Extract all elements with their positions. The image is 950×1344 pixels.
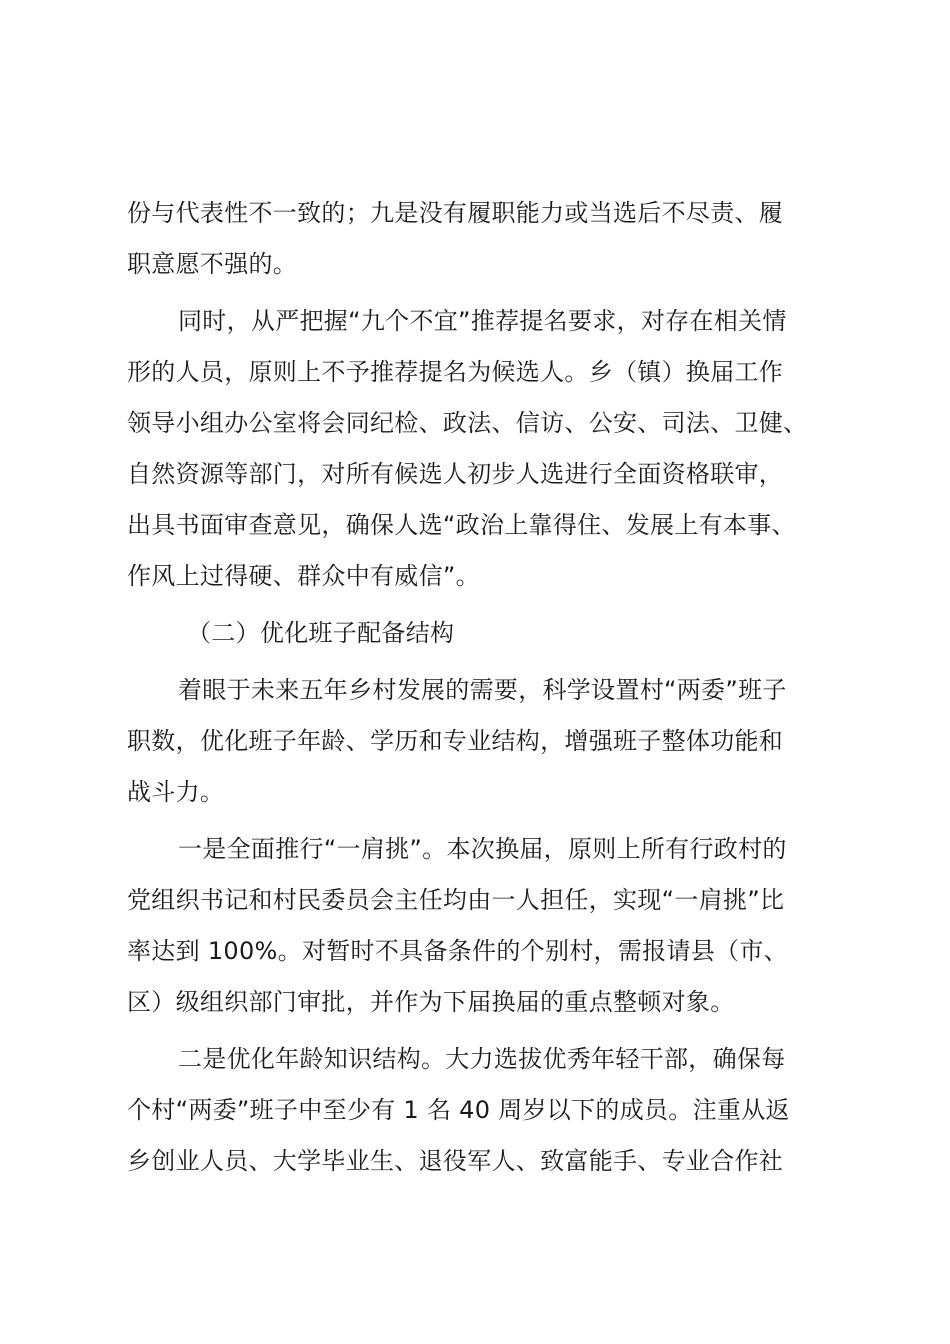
text-line: 着眼于未来五年乡村发展的需要，科学设置村“两委”班子 <box>178 676 787 704</box>
text-line: 领导小组办公室将会同纪检、政法、信访、公安、司法、卫健、 <box>127 409 808 437</box>
text-line: 职意愿不强的。 <box>127 250 298 278</box>
paragraph-age-structure <box>127 1034 827 1187</box>
text-line: 形的人员，原则上不予推荐提名为候选人。乡（镇）换届工作 <box>127 358 784 386</box>
text-line: 职数，优化班子年龄、学历和专业结构，增强班子整体功能和 <box>127 727 784 755</box>
text-line: 战斗力。 <box>127 778 225 806</box>
heading-text: （二）优化班子配备结构 <box>187 619 455 647</box>
text-line: 同时，从严把握“九个不宜”推荐提名要求，对存在相关情 <box>178 307 787 335</box>
text-line: 自然资源等部门，对所有候选人初步人选进行全面资格联审， <box>127 460 784 488</box>
paragraph-nine-unsuitable <box>127 296 827 602</box>
text-line: 乡创业人员、大学毕业生、退役军人、致富能手、专业合作社 <box>127 1147 784 1175</box>
text-line: 个村“两委”班子中至少有 1 名 40 周岁以下的成员。注重从返 <box>127 1096 790 1124</box>
paragraph-structure-intro <box>127 665 827 818</box>
text-line: 率达到 100%。对暂时不具备条件的个别村，需报请县（市、 <box>127 937 788 965</box>
paragraph-one-shoulder <box>127 824 827 1028</box>
section-heading <box>127 608 827 659</box>
text-line: 党组织书记和村民委员会主任均由一人担任，实现“一肩挑”比 <box>127 886 785 914</box>
document-page <box>127 188 827 1187</box>
paragraph-continuation <box>127 188 827 290</box>
text-line: 二是优化年龄知识结构。大力选拔优秀年轻干部，确保每 <box>178 1045 786 1073</box>
text-line: 份与代表性不一致的；九是没有履职能力或当选后不尽责、履 <box>127 199 784 227</box>
text-line: 一是全面推行“一肩挑”。本次换届，原则上所有行政村的 <box>178 835 787 863</box>
text-line: 区）级组织部门审批，并作为下届换届的重点整顿对象。 <box>127 988 735 1016</box>
text-line: 作风上过得硬、群众中有威信”。 <box>127 562 480 590</box>
text-line: 出具书面审查意见，确保人选“政治上靠得住、发展上有本事、 <box>127 511 796 539</box>
